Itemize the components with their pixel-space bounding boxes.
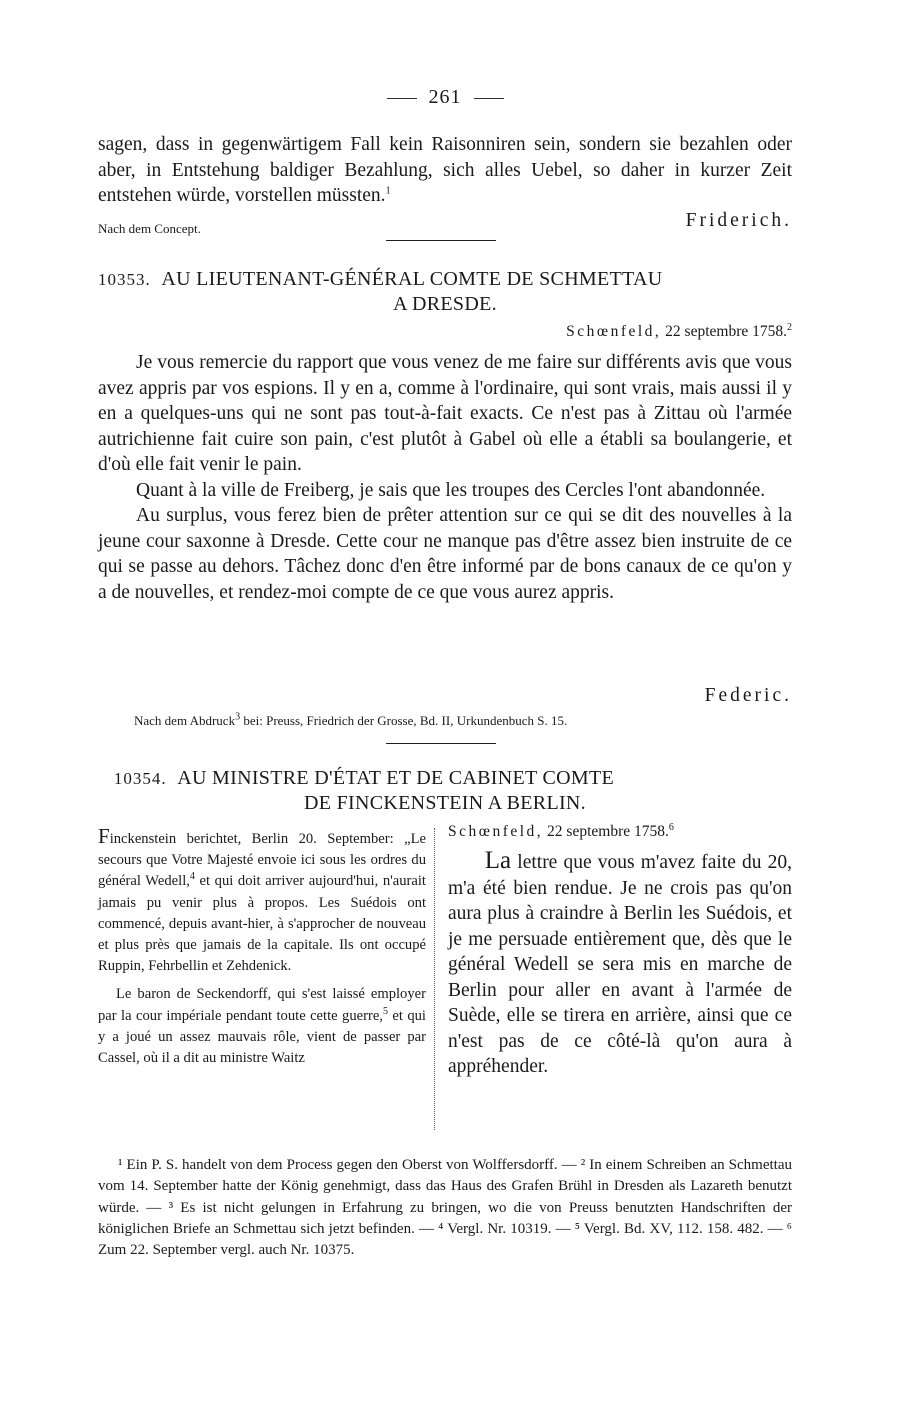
place: Schœnfeld, bbox=[566, 323, 662, 340]
footnote-ref: 3 bbox=[235, 711, 241, 723]
place: Schœnfeld, bbox=[448, 823, 544, 840]
reply-column bbox=[448, 822, 792, 1080]
heading-line-1: AU LIEUTENANT-GÉNÉRAL COMTE DE SCHMETTAU bbox=[161, 268, 663, 290]
footnote-ref: 4 bbox=[189, 871, 195, 883]
header-dash-right bbox=[474, 98, 504, 99]
footnote-ref: 1 bbox=[385, 185, 391, 197]
footnote-ref: 2 bbox=[787, 321, 792, 333]
source-note: Nach dem Concept. bbox=[98, 221, 201, 236]
summary-text: Le baron de Seckendorff, qui s'est laissé employer par la cour impériale pendant toute cette guerre, bbox=[98, 986, 426, 1024]
summary-text: et qui doit arriver aujourd'hui, n'aurait jamais pu venir plus à propos. Les Suédois ont commencé, depuis avant-hier, à s'approcher de nouveau et plus près que jamais de la capitale. Ils ont occupé Ruppin, Fehrbellin et Zehdenick. bbox=[98, 873, 426, 975]
intro-paragraph bbox=[98, 132, 792, 209]
signature: Federic. bbox=[704, 685, 792, 706]
body-paragraph: Quant à la ville de Freiberg, je sais que les troupes des Cercles l'ont abandonnée. bbox=[136, 479, 766, 501]
footnote-ref: 5 bbox=[382, 1005, 388, 1017]
page-number: 261 bbox=[428, 86, 462, 108]
body-paragraph: Au surplus, vous ferez bien de prêter attention sur ce qui se dit des nouvelles à la jeune cour saxonne à Dresde. Cette cour ne manque pas d'être assez bien instruite de ce qui se passe au dehors. Tâchez donc d'en être informé par de bons canaux de ce qu'on y a de nouvelles, et rendez-moi compte de ce que vous aurez appris. bbox=[98, 505, 792, 603]
letter-10353-dateline bbox=[566, 323, 792, 341]
initial-word: La bbox=[484, 847, 512, 874]
summary-paragraph bbox=[98, 984, 426, 1069]
intro-signature bbox=[98, 210, 792, 232]
initial-letter: F bbox=[98, 824, 110, 848]
letter-10353-heading bbox=[98, 267, 792, 317]
heading-line-2: A DRESDE. bbox=[393, 293, 497, 315]
footnote-ref: 6 bbox=[668, 821, 674, 833]
reply-text: lettre que vous m'avez faite du 20, m'a été bien rendue. Je ne crois pas qu'on aura plus à craindre à Berlin les Suédois, et je me persuade entièrement que, dès que le général Wedell se sera mis en marche de Berlin pour aller en avant à l'armée de Suède, elle se tirera en arrière, ainsi que ce n'est pas de ce côté-là qu'on aura à appréhender. bbox=[448, 852, 793, 1077]
summary-text: inckenstein berichtet, Berlin 20. September: „Le secours que Votre Majesté envoie ici sous les ordres du général Wedell, bbox=[98, 831, 426, 890]
report-summary-column bbox=[98, 826, 426, 1069]
section-rule bbox=[386, 240, 496, 241]
header-dash-left bbox=[387, 98, 417, 99]
letter-10353-body bbox=[98, 350, 792, 605]
page-header bbox=[98, 86, 792, 109]
letter-10354-dateline bbox=[448, 822, 792, 842]
letter-number: 10353. bbox=[98, 270, 151, 289]
summary-paragraph bbox=[98, 826, 426, 977]
column-divider bbox=[434, 828, 435, 1130]
letter-number: 10354. bbox=[113, 769, 167, 788]
reply-body bbox=[448, 848, 792, 1080]
summary-text: et qui y a joué un assez mauvais rôle, vient de passer par Cassel, où il a dit au ministre Waitz bbox=[98, 1007, 426, 1067]
section-rule bbox=[386, 743, 496, 744]
source-prefix: Nach dem Abdruck bbox=[134, 713, 236, 728]
footnote-text: ¹ Ein P. S. handelt von dem Process gegen den Oberst von Wolffersdorff. — ² In einem Schreiben an Schmettau vom 14. September hatte der König genehmigt, dass das Haus des Grafen Brühl in Dresden als Lazareth benutzt würde. — ³ Es ist nicht gelungen in Erfahrung zu bringen, wo die von Preuss benutzten Handschriften der königlichen Briefe an Schmettau sich jetzt befinden. — ⁴ Vergl. Nr. 10319. — ⁵ Vergl. Bd. XV, 112. 158. 482. — ⁶ Zum 22. September vergl. auch Nr. 10375. bbox=[98, 1157, 792, 1259]
heading-line-2: DE FINCKENSTEIN A BERLIN. bbox=[304, 792, 586, 814]
signature: Friderich. bbox=[685, 210, 792, 231]
letter-10353-signature bbox=[98, 685, 792, 707]
heading-line-1: AU MINISTRE D'ÉTAT ET DE CABINET COMTE bbox=[177, 767, 614, 789]
date: 22 septembre 1758. bbox=[665, 323, 787, 340]
body-paragraph: Je vous remercie du rapport que vous venez de me faire sur différents avis que vous avez appris par vos espions. Il y en a, comme à l'ordinaire, qui sont vrais, mais aussi il y en a quelques-uns qui ne sont pas tout-à-fait exacts. Ce n'est pas à Zittau où l'armée autrichienne fait cuire son pain, c'est plutôt à Gabel où elle a établi sa boulangerie, et d'où elle fait venir le pain. bbox=[98, 352, 792, 475]
date: 22 septembre 1758. bbox=[547, 823, 669, 840]
footnotes bbox=[98, 1155, 792, 1261]
letter-10354-heading bbox=[98, 766, 792, 816]
source-rest: bei: Preuss, Friedrich der Grosse, Bd. II, Urkundenbuch S. 15. bbox=[243, 713, 568, 728]
intro-text: sagen, dass in gegenwärtigem Fall kein Raisonniren sein, sondern sie bezahlen oder aber, in Entstehung baldiger Bezahlung, sich alles Uebel, so daher in kurzer Zeit entstehen würde, vorstellen müssten. bbox=[98, 134, 792, 206]
letter-10353-source bbox=[134, 713, 792, 729]
